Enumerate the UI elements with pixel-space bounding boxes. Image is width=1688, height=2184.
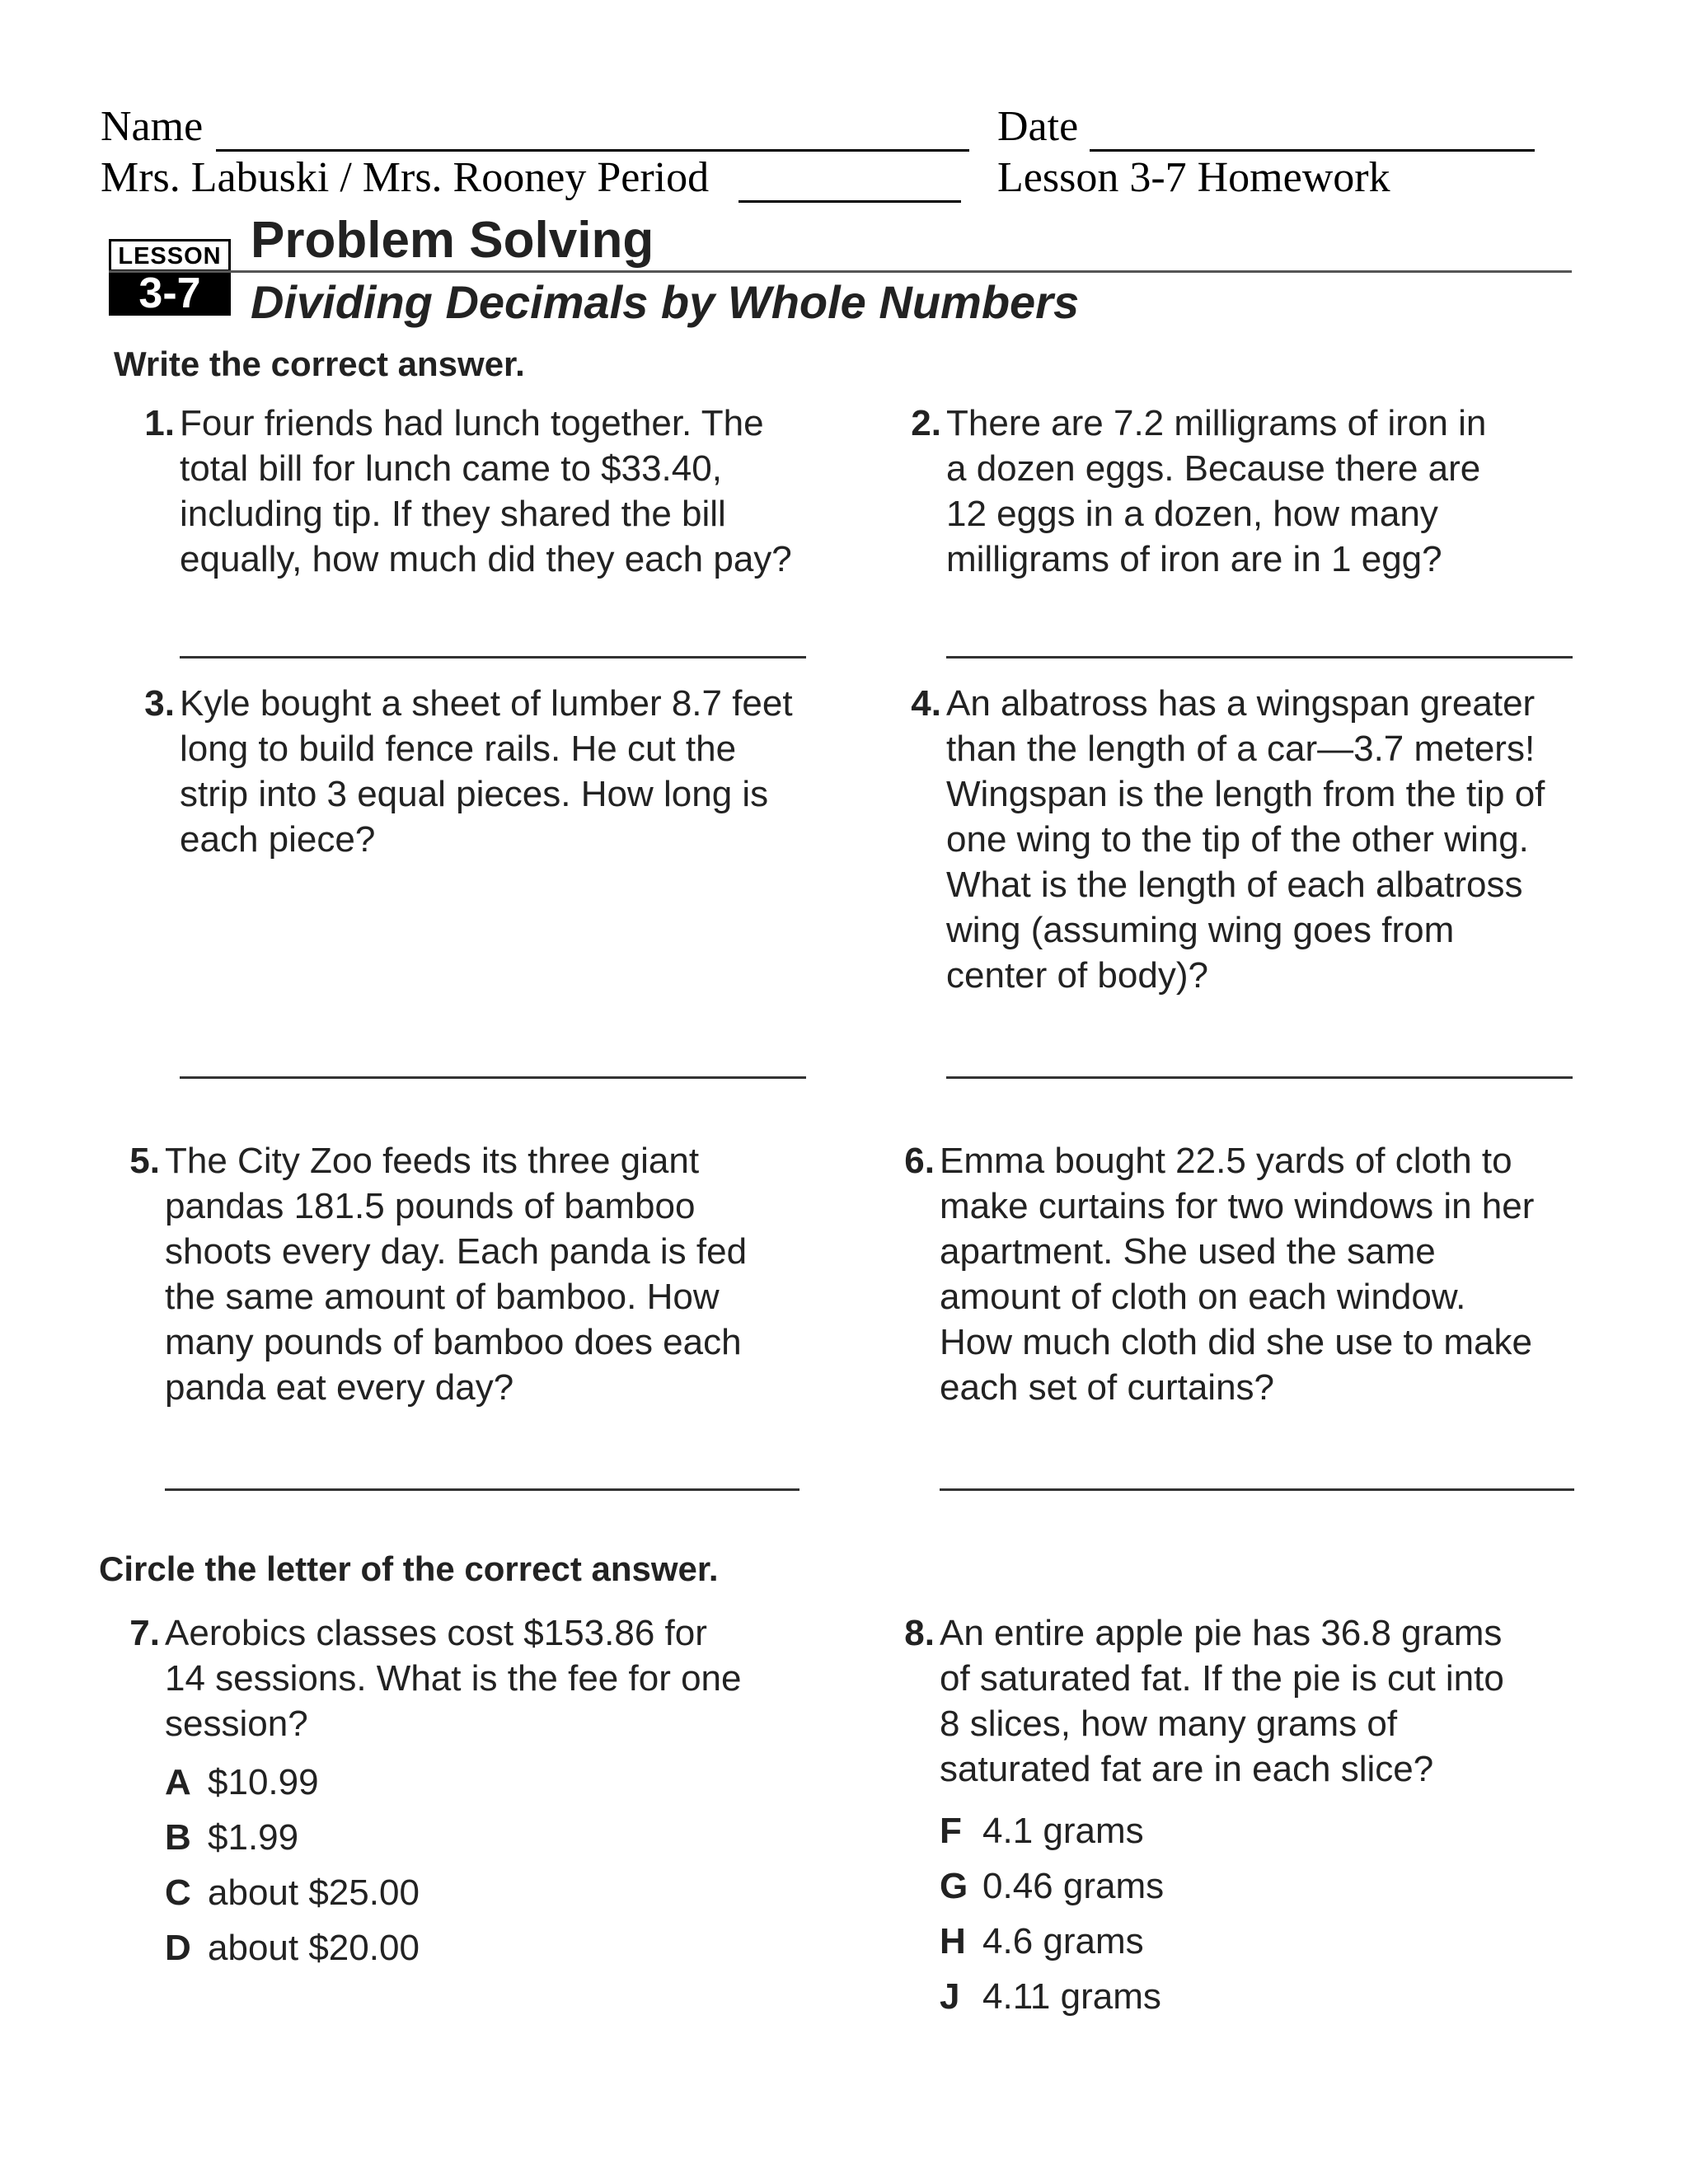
problem-number: 4. (911, 683, 941, 724)
date-blank[interactable] (1090, 102, 1535, 152)
problem-1 (144, 401, 823, 582)
choice-text: $10.99 (208, 1762, 319, 1802)
lesson-homework-label: Lesson 3-7 Homework (997, 154, 1390, 201)
problem-text: Emma bought 22.5 yards of cloth to make curtains for two windows in her apartment. She used the same amount of cloth on each window. How much cloth did she use to make each set of curtains? (940, 1141, 1535, 1408)
write-answer-instruction: Write the correct answer. (114, 344, 525, 383)
problem-number: 1. (144, 403, 175, 443)
choice-letter: H (940, 1921, 966, 1961)
problem-text: Four friends had lunch together. The total bill for lunch came to $33.40, including tip. If they shared the bill equally, how much did they each pay? (180, 403, 792, 579)
choice-text: about $25.00 (208, 1872, 420, 1913)
circle-answer-instruction: Circle the letter of the correct answer. (99, 1549, 719, 1588)
choice-text: $1.99 (208, 1817, 299, 1858)
problem-text: Kyle bought a sheet of lumber 8.7 feet long to build fence rails. He cut the strip into 3 equal pieces. How long is each piece? (180, 683, 793, 860)
answer-choices (165, 1755, 824, 1975)
problem-5 (129, 1138, 824, 1410)
name-label: Name (101, 103, 204, 150)
lesson-badge-label: LESSON (109, 239, 231, 269)
problem-text: Aerobics classes cost $153.86 for 14 sessions. What is the fee for one session? (165, 1613, 742, 1744)
choice-a[interactable] (165, 1755, 824, 1810)
problem-number: 8. (904, 1613, 935, 1653)
choice-letter: G (940, 1866, 968, 1906)
problem-text: An entire apple pie has 36.8 grams of saturated fat. If the pie is cut into 8 slices, how many grams of saturated fat are in each slice? (940, 1613, 1504, 1789)
period-blank[interactable] (738, 153, 961, 203)
choice-text: 4.11 grams (982, 1976, 1161, 2017)
choice-c[interactable] (165, 1865, 824, 1920)
answer-choices (940, 1803, 1599, 2024)
choice-d[interactable] (165, 1920, 824, 1975)
choice-j[interactable] (940, 1969, 1599, 2024)
answer-line-6[interactable] (940, 1434, 1574, 1491)
lesson-badge (109, 239, 231, 316)
answer-line-4[interactable] (946, 1022, 1573, 1079)
choice-letter: B (165, 1817, 191, 1858)
problem-number: 7. (129, 1613, 160, 1653)
answer-line-5[interactable] (165, 1434, 799, 1491)
problem-number: 5. (129, 1141, 160, 1181)
problem-6 (904, 1138, 1599, 1410)
problem-8 (904, 1610, 1599, 2024)
problem-4 (911, 681, 1606, 998)
problem-3 (144, 681, 839, 862)
problem-7 (129, 1610, 824, 1975)
lesson-subtitle: Dividing Decimals by Whole Numbers (251, 276, 1080, 328)
title-divider (109, 270, 1572, 273)
answer-line-3[interactable] (180, 1022, 806, 1079)
date-label: Date (997, 103, 1079, 150)
problem-2 (911, 401, 1589, 582)
choice-text: 4.6 grams (982, 1921, 1144, 1961)
problem-text: An albatross has a wingspan greater than the length of a car—3.7 meters! Wingspan is the length from the tip of one wing to the tip of the other wing. What is the length of each albatross wing (assuming wing goes from center of body)? (946, 683, 1545, 996)
choice-letter: J (940, 1976, 960, 2017)
problem-number: 2. (911, 403, 941, 443)
choice-letter: A (165, 1762, 191, 1802)
problem-number: 3. (144, 683, 175, 724)
teachers-period-label: Mrs. Labuski / Mrs. Rooney Period (101, 154, 710, 201)
lesson-badge-number: 3-7 (109, 269, 231, 316)
choice-h[interactable] (940, 1914, 1599, 1969)
choice-letter: C (165, 1872, 191, 1913)
problem-text: There are 7.2 milligrams of iron in a dozen eggs. Because there are 12 eggs in a dozen, how many milligrams of iron are in 1 egg? (946, 403, 1487, 579)
choice-text: 4.1 grams (982, 1811, 1144, 1851)
choice-g[interactable] (940, 1858, 1599, 1914)
answer-line-2[interactable] (946, 602, 1573, 658)
choice-letter: D (165, 1928, 191, 1968)
name-blank[interactable] (216, 102, 969, 152)
choice-b[interactable] (165, 1810, 824, 1865)
problem-number: 6. (904, 1141, 935, 1181)
lesson-title: Problem Solving (251, 212, 654, 269)
choice-f[interactable] (940, 1803, 1599, 1858)
problem-text: The City Zoo feeds its three giant pandas 181.5 pounds of bamboo shoots every day. Each panda is fed the same amount of bamboo. How many pounds of bamboo does each panda eat every day? (165, 1141, 748, 1408)
choice-text: 0.46 grams (982, 1866, 1165, 1906)
choice-letter: F (940, 1811, 962, 1851)
answer-line-1[interactable] (180, 602, 806, 658)
choice-text: about $20.00 (208, 1928, 420, 1968)
